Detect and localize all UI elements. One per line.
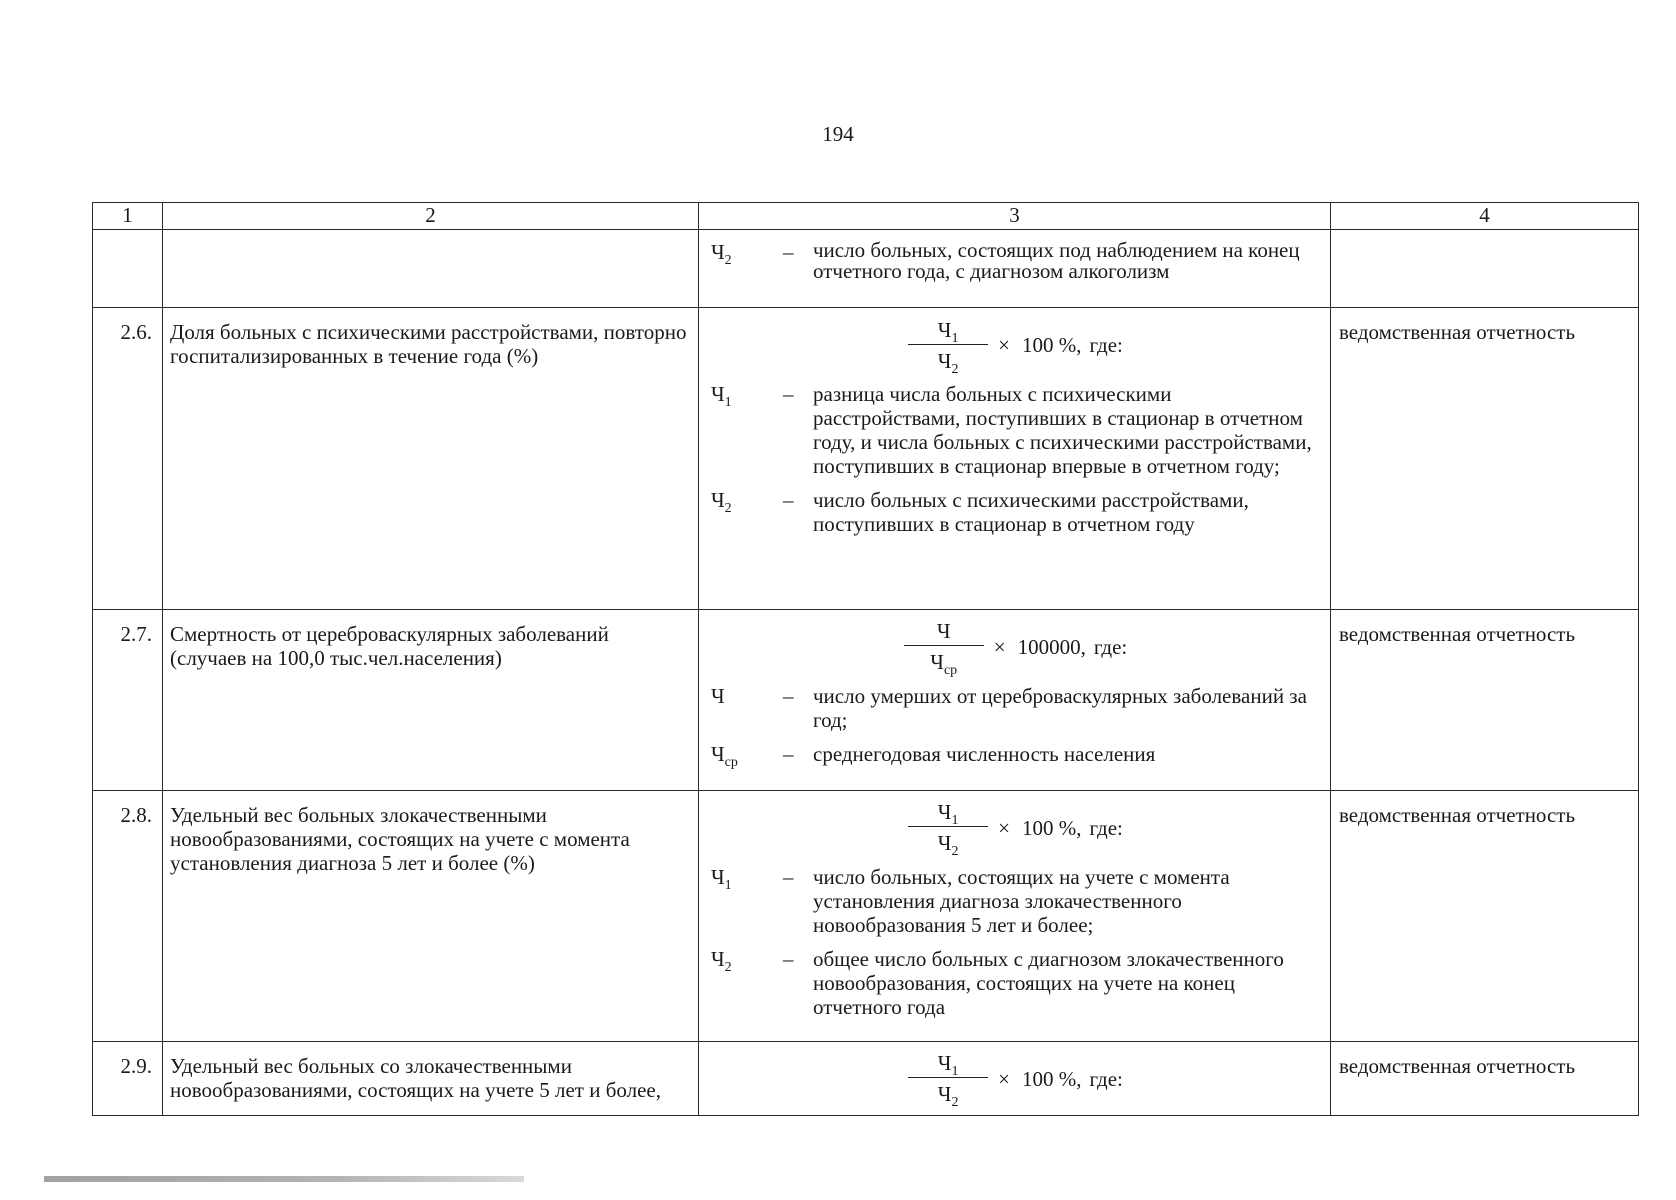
- fraction: [908, 800, 988, 860]
- data-source: [1331, 230, 1639, 308]
- fraction-numerator: Ч: [904, 619, 984, 646]
- fraction-denominator: $Ч_2$: [937, 1082, 959, 1111]
- definition-item: [709, 382, 1322, 478]
- data-source: ведомственная отчетность: [1331, 790, 1639, 1041]
- formula-multiplier: 100 %,: [1021, 333, 1082, 358]
- data-source: ведомственная отчетность: [1331, 1041, 1639, 1115]
- row-number: 2.6.: [93, 308, 163, 609]
- times-sign: ×: [998, 333, 1010, 358]
- table-row: [93, 1041, 1639, 1115]
- definition-item: [709, 240, 1322, 282]
- column-header: 1: [93, 203, 163, 230]
- formula-where: где:: [1089, 815, 1123, 840]
- page-number: 194: [822, 122, 854, 146]
- indicator-name: Смертность от цереброваскулярных заболеваний (случаев на 100,0 тыс.чел.населения): [163, 609, 699, 790]
- definition-text: среднегодовая численность населения: [813, 741, 1156, 766]
- formula-cell: [699, 790, 1331, 1041]
- definition-item: [709, 947, 1322, 1019]
- times-sign: ×: [993, 634, 1006, 659]
- row-number: [93, 230, 163, 308]
- data-source: ведомственная отчетность: [1331, 308, 1639, 609]
- formula: [709, 618, 1322, 679]
- formula-cell: [699, 1041, 1331, 1115]
- formula-cell: [699, 308, 1331, 609]
- table-row: [93, 230, 1639, 308]
- formula-where: где:: [1093, 634, 1128, 659]
- formula-cell: [699, 609, 1331, 790]
- definition-dash: –: [783, 683, 794, 708]
- fraction: [904, 619, 984, 679]
- indicator-name: Удельный вес больных злокачественными новообразованиями, состоящих на учете с момента установления диагноза 5 лет и более (%): [163, 790, 699, 1041]
- definition-item: [709, 488, 1322, 536]
- fraction: [908, 1051, 988, 1111]
- indicator-name: [163, 230, 699, 308]
- formula-where: где:: [1089, 1066, 1123, 1091]
- definition-item: [709, 741, 1322, 770]
- scan-artifact: [44, 1176, 524, 1182]
- definition-text: число больных, состоящих под наблюдением на конец отчетного года, с диагнозом алкоголизм: [813, 238, 1300, 284]
- fraction-denominator: $Ч_2$: [937, 831, 959, 860]
- fraction: [908, 317, 988, 378]
- definition-text: число больных с психическими расстройствами, поступивших в стационар в отчетном году: [813, 488, 1249, 537]
- times-sign: ×: [998, 815, 1010, 840]
- fraction-denominator: $Ч_{ср}$: [930, 650, 958, 679]
- definition-dash: –: [783, 741, 794, 766]
- definition-symbol: Ч: [711, 683, 725, 708]
- column-header: 4: [1331, 203, 1639, 230]
- fraction-numerator: $Ч_1$: [908, 1051, 988, 1078]
- indicator-table: [92, 202, 1639, 1116]
- table-row: [93, 790, 1639, 1041]
- indicator-name: Удельный вес больных со злокачественными новообразованиями, состоящих на учете 5 лет и более,: [163, 1041, 699, 1115]
- fraction-numerator: $Ч_1$: [908, 800, 988, 827]
- fraction-denominator: $Ч_2$: [937, 348, 959, 378]
- formula-where: где:: [1089, 333, 1123, 358]
- definition-item: [709, 865, 1322, 937]
- formula-multiplier: 100 %,: [1021, 815, 1082, 840]
- data-source: ведомственная отчетность: [1331, 609, 1639, 790]
- formula: [709, 799, 1322, 860]
- table-row: [93, 308, 1639, 609]
- definition-symbol: $Ч_2$: [711, 488, 732, 517]
- definition-symbol: $Ч_1$: [711, 382, 732, 411]
- definition-symbol: $Ч_1$: [711, 864, 732, 893]
- definition-dash: –: [783, 946, 794, 971]
- fraction-numerator: $Ч_1$: [908, 318, 988, 345]
- definition-text: общее число больных с диагнозом злокачественного новообразования, состоящих на учете на конец отчетного года: [813, 946, 1284, 1019]
- definition-dash: –: [783, 864, 794, 889]
- row-number: 2.7.: [93, 609, 163, 790]
- definition-text: число умерших от цереброваскулярных заболеваний за год;: [813, 683, 1307, 732]
- times-sign: ×: [998, 1066, 1010, 1091]
- indicator-name: Доля больных с психическими расстройствами, повторно госпитализированных в течение года (%): [163, 308, 699, 609]
- table-row: [93, 609, 1639, 790]
- definition-item: [709, 684, 1322, 732]
- column-header: 3: [699, 203, 1331, 230]
- formula: [709, 1050, 1322, 1111]
- formula-cell: [699, 230, 1331, 308]
- definition-symbol: $Ч_2$: [711, 946, 732, 975]
- formula: [709, 316, 1322, 378]
- row-number: 2.9.: [93, 1041, 163, 1115]
- formula-multiplier: 100 %,: [1021, 1066, 1082, 1091]
- definition-dash: –: [783, 382, 794, 407]
- definition-text: разница числа больных с психическими расстройствами, поступивших в стационар в отчетном году, и числа больных с психическими расстройствами, поступивших в стационар впервые в отчетном году;: [813, 382, 1312, 479]
- column-header: 2: [163, 203, 699, 230]
- table-header-row: [93, 203, 1639, 230]
- definition-symbol: $Ч_{ср}$: [711, 741, 738, 770]
- definition-symbol: $Ч_2$: [711, 240, 732, 269]
- row-number: 2.8.: [93, 790, 163, 1041]
- definition-dash: –: [783, 240, 794, 265]
- definition-text: число больных, состоящих на учете с момента установления диагноза злокачественного новообразования 5 лет и более;: [813, 864, 1230, 937]
- formula-multiplier: 100000,: [1017, 634, 1086, 659]
- definition-dash: –: [783, 488, 794, 513]
